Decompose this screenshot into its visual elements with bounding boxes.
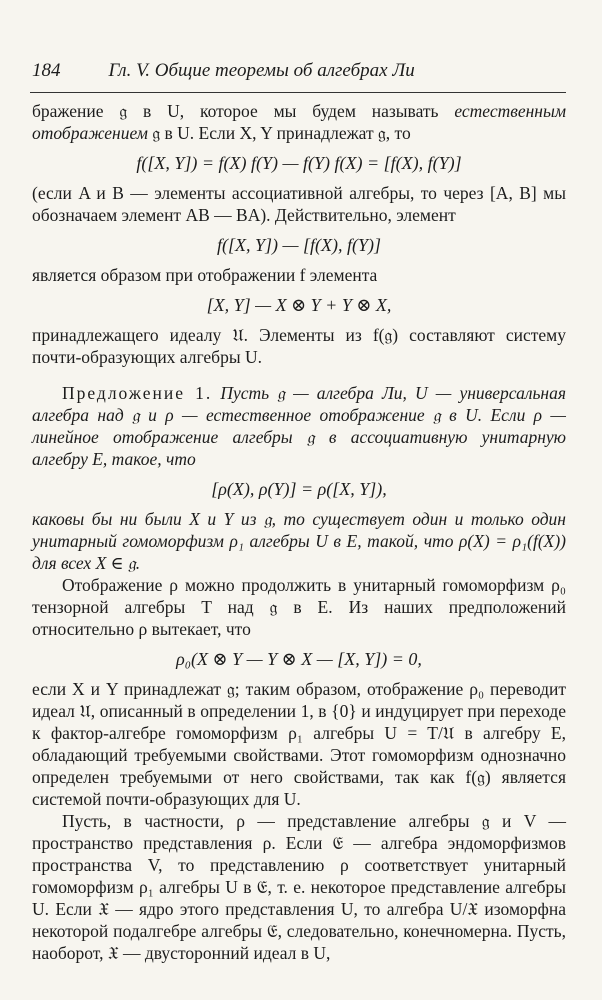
proposition-statement: Пусть 𝔤 — алгебра Ли, U — универсальная алгебра над 𝔤 и ρ — естественное отображение 𝔤 в U. Если ρ — линейное отображение алгебры 𝔤 в ассоциативную унитарную алгебру E, такое, что xyxy=(32,383,566,469)
proposition-label: Предложение 1. xyxy=(62,383,213,403)
page-number: 184 xyxy=(32,60,61,81)
page-body xyxy=(32,100,566,964)
paragraph-3: является образом при отображении f элемента xyxy=(32,265,378,285)
equation-1: f([X, Y]) = f(X) f(Y) — f(Y) f(X) = [f(X), f(Y)] xyxy=(136,153,462,173)
header-rule xyxy=(30,92,566,93)
equation-3: [X, Y] — X ⊗ Y + Y ⊗ X, xyxy=(206,295,392,315)
proposition-1 xyxy=(32,382,566,470)
page-header xyxy=(32,60,562,82)
paragraph-1-text-a: бражение 𝔤 в U, которое мы будем называть xyxy=(32,101,455,121)
paragraph-2: (если A и B — элементы ассоциативной алгебры, то через [A, B] мы обозначаем элемент AB — BA). Действительно, элемент xyxy=(32,183,566,225)
equation-2: f([X, Y]) — [f(X), f(Y)] xyxy=(216,235,381,255)
paragraph-7: Пусть, в частности, ρ — представление алгебры 𝔤 и V — пространство представления ρ. Если 𝔈 — алгебра эндоморфизмов пространства V, то представлению ρ соответствует унитарный гомоморфизм ρ₁ алгебры U в 𝔈, т. е. некоторое представление алгебры U. Если 𝔛 — ядро этого представления U, то алгебра U/𝔛 изоморфна некоторой подалгебре алгебры 𝔈, следовательно, конечномерна. Пусть, наоборот, 𝔛 — двусторонний идеал в U, xyxy=(32,811,566,963)
running-title: Гл. V. Общие теоремы об алгебрах Ли xyxy=(108,60,415,81)
paragraph-6: если X и Y принадлежат 𝔤; таким образом, отображение ρ₀ переводит идеал 𝔘, описанный в определении 1, в {0} и индуцирует при переходе к фактор-алгебре гомоморфизм ρ₁ алгебры U = T/𝔘 в алгебру E, обладающий требуемыми свойствами. Этот гомоморфизм однозначно определен требуемыми от него свойствами, так как f(𝔤) является системой почти-образующих для U. xyxy=(32,679,566,809)
paragraph-5: Отображение ρ можно продолжить в унитарный гомоморфизм ρ₀ тензорной алгебры T над 𝔤 в E. Из наших предположений относительно ρ вытекает, что xyxy=(32,575,566,639)
equation-5: ρ₀(X ⊗ Y — Y ⊗ X — [X, Y]) = 0, xyxy=(176,649,422,669)
equation-4: [ρ(X), ρ(Y)] = ρ([X, Y]), xyxy=(211,479,387,499)
paragraph-4: принадлежащего идеалу 𝔘. Элементы из f(𝔤) составляют систему почти-образующих алгебры U. xyxy=(32,325,566,367)
paragraph-1 xyxy=(32,100,566,144)
paragraph-1-text-b: 𝔤 в U. Если X, Y принадлежат 𝔤, то xyxy=(147,123,411,143)
paragraph-1-emphasis: естественным отображением xyxy=(32,101,566,143)
proposition-statement-cont: каковы бы ни были X и Y из 𝔤, то существует один и только один унитарный гомоморфизм ρ₁ алгебры U в E, такой, что ρ(X) = ρ₁(f(X)) для всех X ∈ 𝔤. xyxy=(32,509,566,573)
